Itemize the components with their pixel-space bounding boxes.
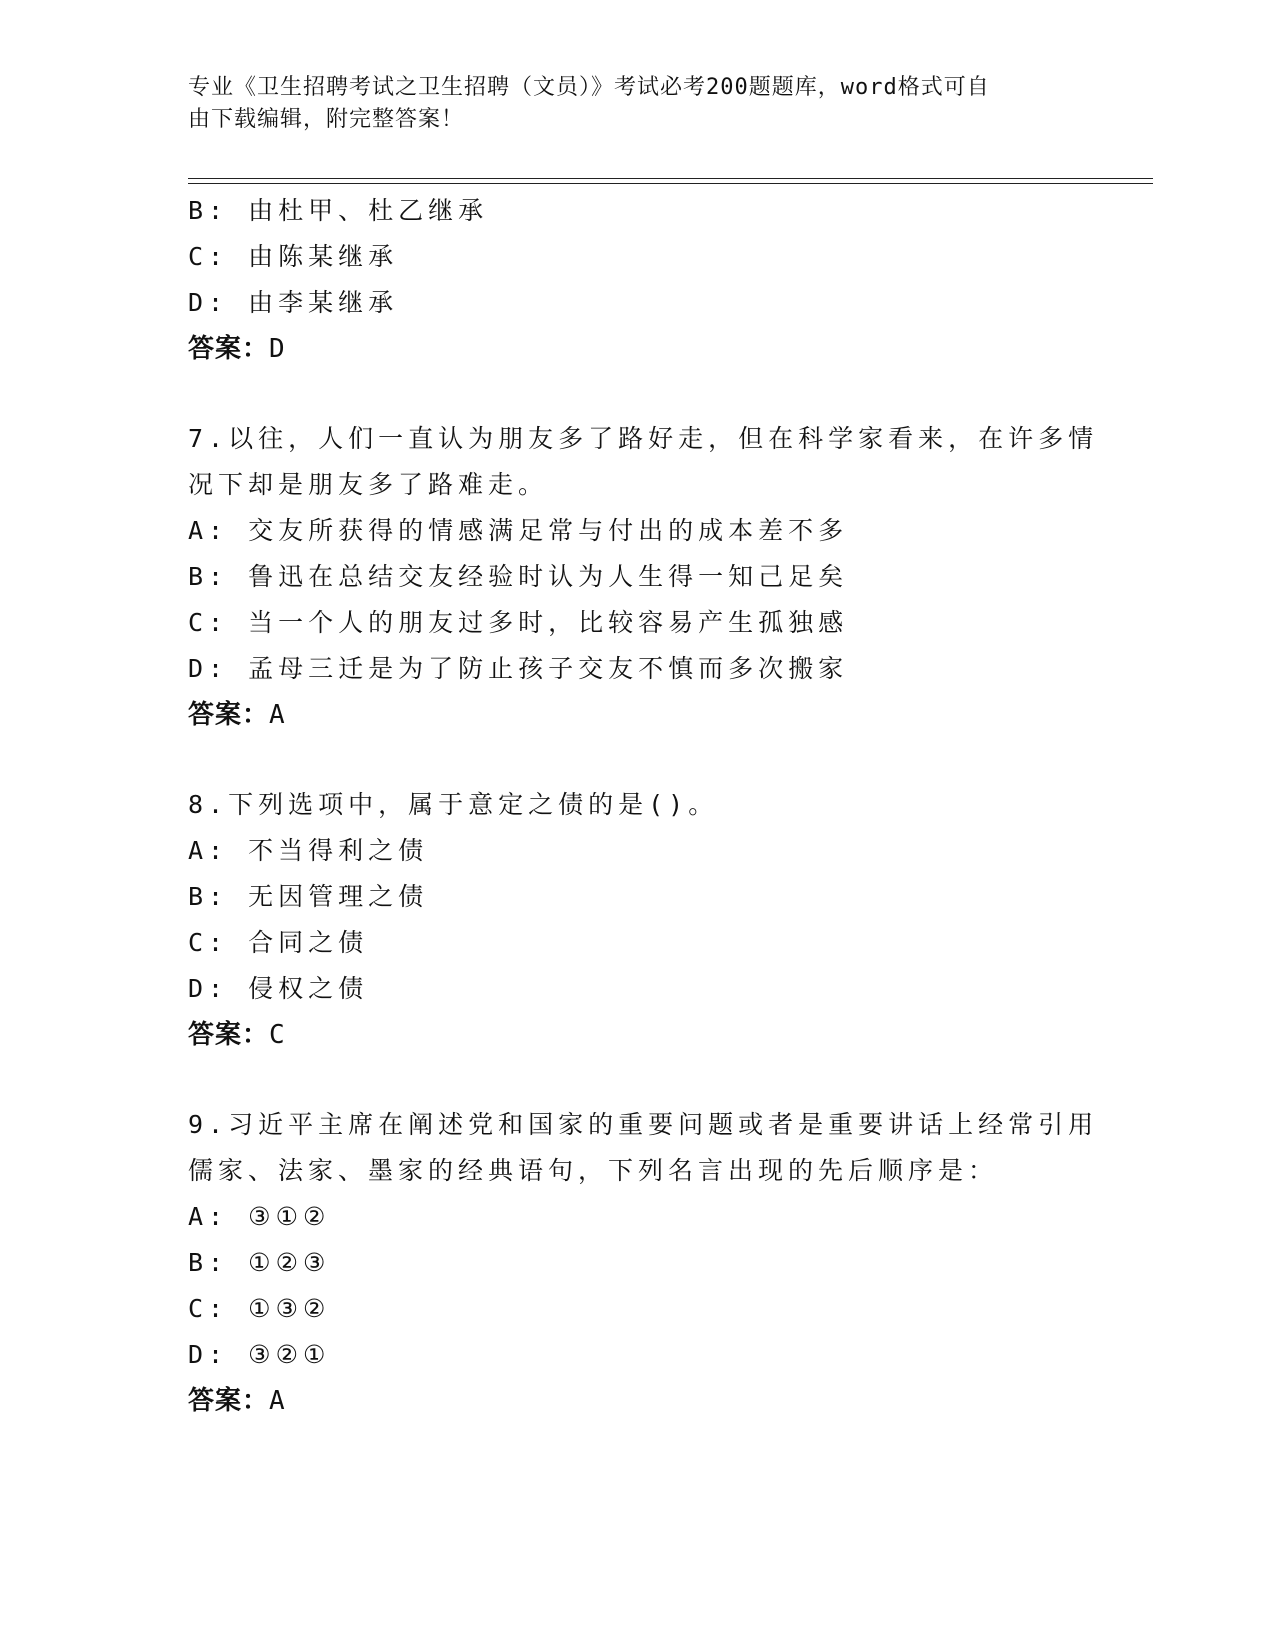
question-stem-line: 7.以往，人们一直认为朋友多了路好走，但在科学家看来，在许多情: [188, 424, 1099, 453]
answer-label: 答案：: [188, 334, 270, 364]
question-9: [188, 1102, 1099, 1424]
answer-line: [188, 326, 1088, 372]
option-a: A: ③①②: [188, 1202, 331, 1231]
answer-label: 答案：: [188, 700, 270, 730]
header-divider-bottom: [188, 183, 1153, 184]
option-d: D: 孟母三迁是为了防止孩子交友不慎而多次搬家: [188, 654, 849, 683]
option-b: B: 无因管理之债: [188, 882, 429, 911]
question-stem-line: 况下却是朋友多了路难走。: [188, 470, 549, 499]
option-c: C: ①③②: [188, 1294, 331, 1323]
option-d: D: 由李某继承: [188, 288, 399, 317]
option-b: B: 由杜甲、杜乙继承: [188, 196, 489, 225]
option-d: D: ③②①: [188, 1340, 331, 1369]
question-stem-line: 儒家、法家、墨家的经典语句，下列名言出现的先后顺序是：: [188, 1156, 999, 1185]
header-line-1: 专业《卫生招聘考试之卫生招聘（文员）》考试必考200题题库，word格式可自: [188, 75, 990, 100]
option-c: C: 合同之债: [188, 928, 369, 957]
option-a: A: 交友所获得的情感满足常与付出的成本差不多: [188, 516, 849, 545]
answer-value: C: [269, 1020, 286, 1050]
option-c: C: 由陈某继承: [188, 242, 399, 271]
option-d: D: 侵权之债: [188, 974, 369, 1003]
header-divider-top: [188, 178, 1153, 179]
document-header: [188, 72, 1068, 136]
question-stem-line: 9.习近平主席在阐述党和国家的重要问题或者是重要讲话上经常引用: [188, 1110, 1099, 1139]
question-8: [188, 782, 1088, 1058]
answer-value: A: [269, 700, 286, 730]
answer-label: 答案：: [188, 1020, 270, 1050]
option-b: B: 鲁迅在总结交友经验时认为人生得一知己足矣: [188, 562, 849, 591]
question-6-continuation: [188, 188, 1088, 372]
option-b: B: ①②③: [188, 1248, 331, 1277]
question-stem-line: 8.下列选项中，属于意定之债的是()。: [188, 790, 719, 819]
question-list: [188, 188, 1099, 1424]
question-7: [188, 416, 1099, 738]
option-a: A: 不当得利之债: [188, 836, 429, 865]
answer-line: [188, 692, 1088, 738]
header-line-2: 由下载编辑，附完整答案！: [188, 107, 465, 132]
answer-value: D: [269, 334, 286, 364]
option-c: C: 当一个人的朋友过多时，比较容易产生孤独感: [188, 608, 849, 637]
answer-line: [188, 1012, 1088, 1058]
answer-line: [188, 1378, 1088, 1424]
answer-value: A: [269, 1386, 286, 1416]
answer-label: 答案：: [188, 1386, 270, 1416]
